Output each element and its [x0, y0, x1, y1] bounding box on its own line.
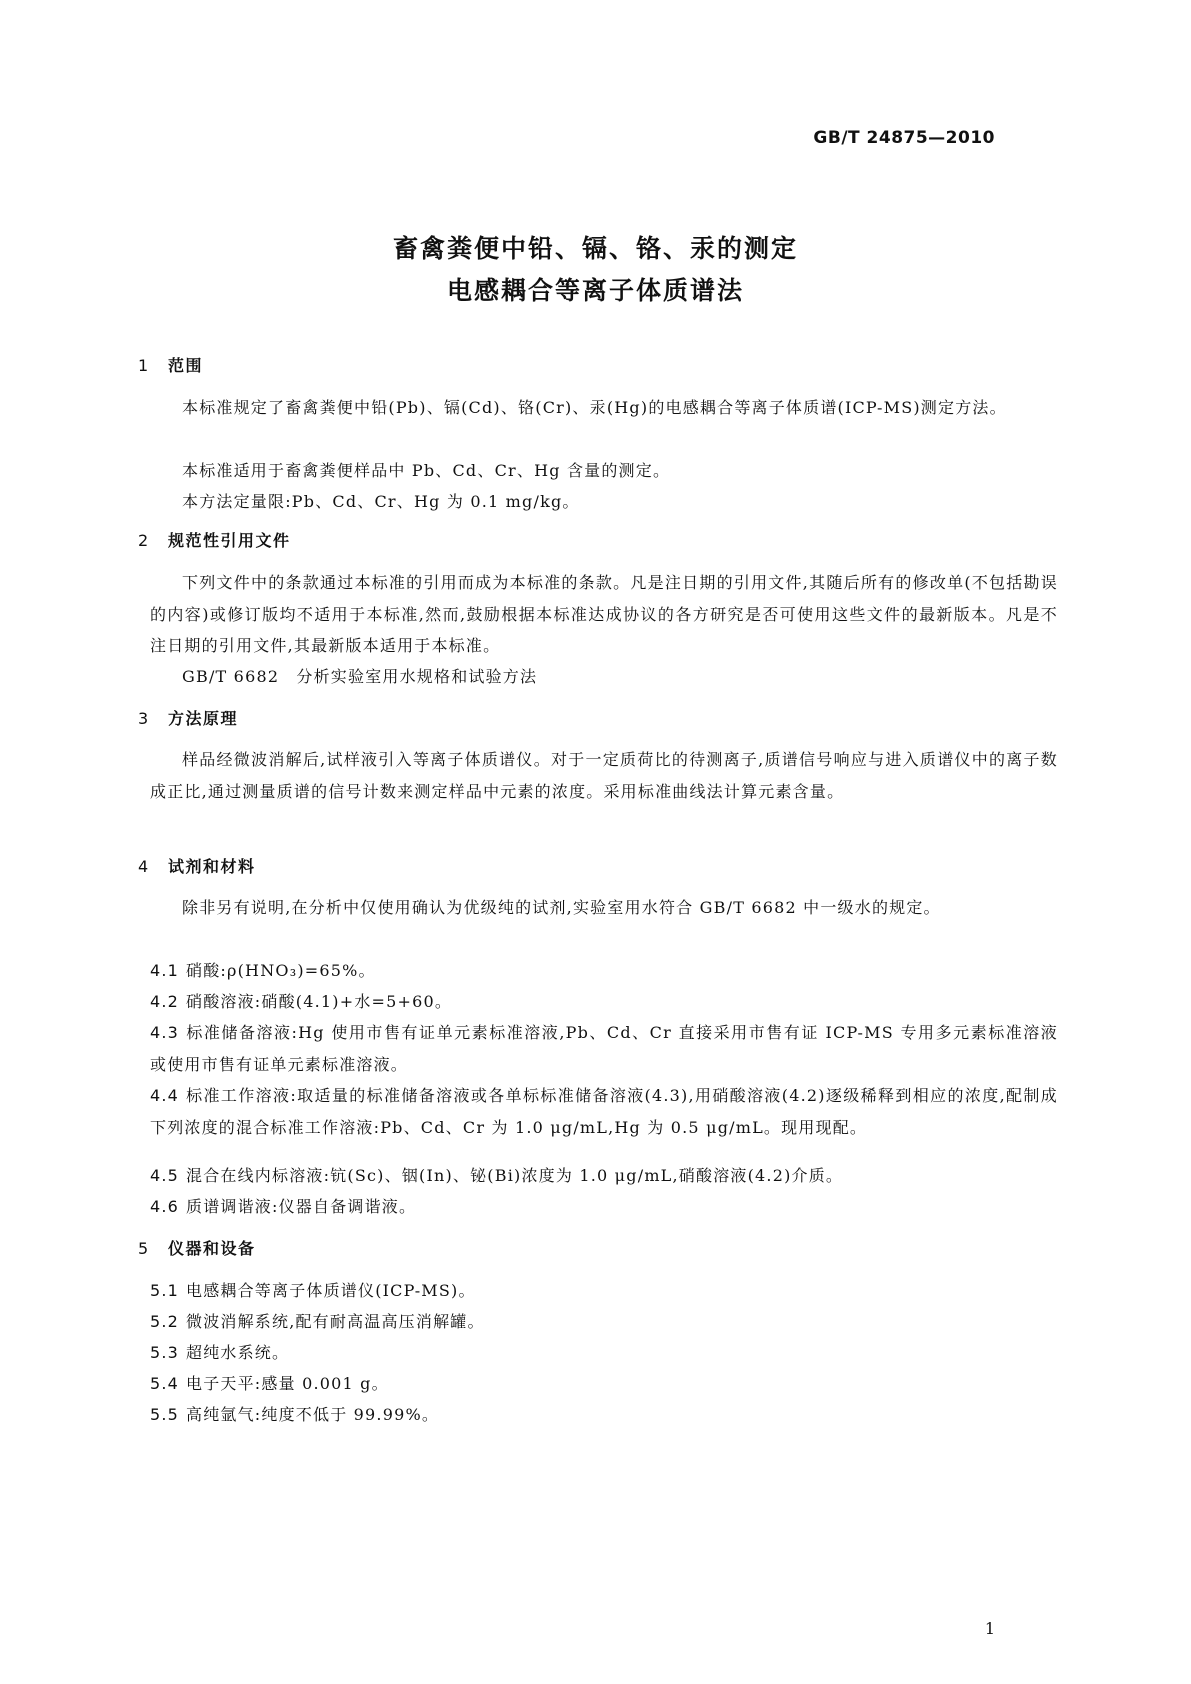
clause-item	[150, 1368, 389, 1400]
clause-text: 硝酸:ρ(HNO₃)=65%。	[186, 961, 376, 980]
section-title: 规范性引用文件	[168, 531, 291, 550]
section-heading-apparatus	[138, 1236, 256, 1259]
clause-number: 4.1	[150, 961, 180, 980]
section-number: 3	[138, 709, 150, 728]
clause-number: 5.4	[150, 1374, 180, 1393]
clause-item	[150, 1017, 1058, 1080]
paragraph: 本方法定量限:Pb、Cd、Cr、Hg 为 0.1 mg/kg。	[182, 492, 580, 511]
section-title: 试剂和材料	[168, 857, 256, 876]
clause-number: 4.2	[150, 992, 180, 1011]
clause-item	[150, 1160, 843, 1192]
clause-number: 5.1	[150, 1281, 180, 1300]
clause-text: 高纯氩气:纯度不低于 99.99%。	[186, 1405, 440, 1424]
clause-text: 混合在线内标溶液:钪(Sc)、铟(In)、铋(Bi)浓度为 1.0 μg/mL,硝酸溶液(4.2)介质。	[186, 1166, 844, 1185]
clause-text: 电感耦合等离子体质谱仪(ICP-MS)。	[186, 1281, 476, 1300]
section-number: 1	[138, 356, 150, 375]
paragraph: 样品经微波消解后,试样液引入等离子体质谱仪。对于一定质荷比的待测离子,质谱信号响应与进入质谱仪中的离子数成正比,通过测量质谱的信号计数来测定样品中元素的浓度。采用标准曲线法计算元素含量。	[150, 750, 1058, 801]
clause-item	[150, 1399, 439, 1431]
paragraph: 本标准规定了畜禽粪便中铅(Pb)、镉(Cd)、铬(Cr)、汞(Hg)的电感耦合等离子体质谱(ICP-MS)测定方法。	[182, 398, 1007, 417]
clause-number: 4.5	[150, 1166, 180, 1185]
clause-text: 质谱调谐液:仪器自备调谐液。	[186, 1197, 417, 1216]
clause-text: 硝酸溶液:硝酸(4.1)+水=5+60。	[186, 992, 453, 1011]
clause-text: 超纯水系统。	[186, 1343, 290, 1362]
clause-text: 电子天平:感量 0.001 g。	[186, 1374, 389, 1393]
clause-item	[150, 955, 376, 987]
section-heading-scope	[138, 353, 203, 376]
clause-text: 标准工作溶液:取适量的标准储备溶液或各单标标准储备溶液(4.3),用硝酸溶液(4.2)逐级稀释到相应的浓度,配制成下列浓度的混合标准工作溶液:Pb、Cd、Cr 为 1.0 μg/mL,Hg 为 0.5 μg/mL。现用现配。	[150, 1086, 1058, 1137]
clause-number: 4.3	[150, 1023, 180, 1042]
clause-item	[150, 986, 452, 1018]
section-title: 仪器和设备	[168, 1239, 256, 1258]
section-number: 5	[138, 1239, 150, 1258]
clause-number: 4.4	[150, 1086, 180, 1105]
section-heading-principle	[138, 706, 238, 729]
paragraph: 本标准适用于畜禽粪便样品中 Pb、Cd、Cr、Hg 含量的测定。	[182, 461, 671, 480]
clause-text: 标准储备溶液:Hg 使用市售有证单元素标准溶液,Pb、Cd、Cr 直接采用市售有证 ICP-MS 专用多元素标准溶液或使用市售有证单元素标准溶液。	[150, 1023, 1058, 1074]
document-title-line-1: 畜禽粪便中铅、镉、铬、汞的测定	[392, 234, 798, 263]
clause-item	[150, 1191, 416, 1223]
clause-item	[150, 1275, 476, 1307]
clause-number: 5.3	[150, 1343, 180, 1362]
section-number: 2	[138, 531, 150, 550]
clause-number: 5.2	[150, 1312, 180, 1331]
section-title: 方法原理	[168, 709, 239, 728]
clause-item	[150, 1337, 289, 1369]
clause-item	[150, 1306, 485, 1338]
section-number: 4	[138, 857, 150, 876]
section-heading-normative-references	[138, 528, 291, 551]
clause-text: 微波消解系统,配有耐高温高压消解罐。	[186, 1312, 485, 1331]
section-title: 范围	[168, 356, 204, 375]
standard-number: GB/T 24875—2010	[813, 128, 995, 148]
section-heading-reagents	[138, 854, 256, 877]
clause-number: 4.6	[150, 1197, 180, 1216]
reference-entry: GB/T 6682 分析实验室用水规格和试验方法	[182, 667, 538, 686]
clause-number: 5.5	[150, 1405, 180, 1424]
paragraph: 除非另有说明,在分析中仅使用确认为优级纯的试剂,实验室用水符合 GB/T 6682 中一级水的规定。	[182, 898, 941, 917]
clause-item	[150, 1080, 1058, 1143]
paragraph: 下列文件中的条款通过本标准的引用而成为本标准的条款。凡是注日期的引用文件,其随后所有的修改单(不包括勘误的内容)或修订版均不适用于本标准,然而,鼓励根据本标准达成协议的各方研究是否可使用这些文件的最新版本。凡是不注日期的引用文件,其最新版本适用于本标准。	[150, 573, 1058, 655]
document-title-line-2: 电感耦合等离子体质谱法	[446, 276, 744, 305]
page-number: 1	[984, 1619, 995, 1638]
